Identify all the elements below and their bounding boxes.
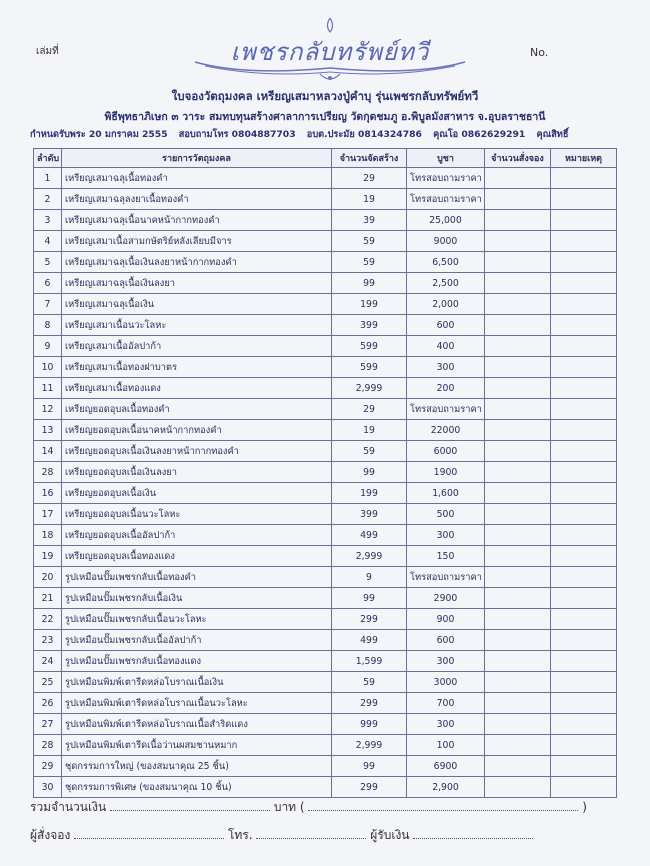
table-row — [34, 630, 617, 651]
table-row — [34, 672, 617, 693]
order-qty-cell[interactable] — [485, 378, 551, 399]
order-qty-cell[interactable] — [485, 756, 551, 777]
table-row — [34, 651, 617, 672]
note-cell[interactable] — [551, 189, 617, 210]
row-number: 18 — [34, 525, 62, 546]
note-cell[interactable] — [551, 294, 617, 315]
row-number: 4 — [34, 231, 62, 252]
order-qty-cell[interactable] — [485, 294, 551, 315]
row-number: 13 — [34, 420, 62, 441]
order-qty-cell[interactable] — [485, 630, 551, 651]
item-price: 2,900 — [407, 777, 485, 798]
table-row — [34, 189, 617, 210]
order-qty-cell[interactable] — [485, 462, 551, 483]
note-cell[interactable] — [551, 756, 617, 777]
item-name: ชุดกรรมการใหญ่ (ของสมนาคุณ 25 ชิ้น) — [62, 756, 332, 777]
item-price: 150 — [407, 546, 485, 567]
item-quantity: 59 — [332, 252, 407, 273]
form-title: ใบจองวัตถุมงคล เหรียญเสมาหลวงปู่คำบุ รุ่นเพชรกลับทรัพย์ทวี — [171, 89, 479, 103]
item-quantity: 499 — [332, 525, 407, 546]
row-number: 28 — [34, 735, 62, 756]
table-row — [34, 546, 617, 567]
item-quantity: 99 — [332, 273, 407, 294]
item-quantity: 1,599 — [332, 651, 407, 672]
item-quantity: 599 — [332, 336, 407, 357]
item-price: โทรสอบถามราคา — [407, 168, 485, 189]
table-row — [34, 483, 617, 504]
item-name: เหรียญยอดอุบลเนื้อเงินลงยา — [62, 462, 332, 483]
note-cell[interactable] — [551, 735, 617, 756]
note-cell[interactable] — [551, 525, 617, 546]
note-cell[interactable] — [551, 315, 617, 336]
contact-line — [30, 127, 645, 142]
item-price: 700 — [407, 693, 485, 714]
item-name: รูปเหมือนพิมพ์เตารีดหล่อโบราณเนื้อเงิน — [62, 672, 332, 693]
table-row — [34, 357, 617, 378]
item-price: 6000 — [407, 441, 485, 462]
item-price: โทรสอบถามราคา — [407, 399, 485, 420]
item-price: โทรสอบถามราคา — [407, 567, 485, 588]
item-price: 600 — [407, 315, 485, 336]
item-price: 100 — [407, 735, 485, 756]
item-name: เหรียญเสมาเนื้อทองฝาบาตร — [62, 357, 332, 378]
item-quantity: 299 — [332, 777, 407, 798]
order-qty-cell[interactable] — [485, 168, 551, 189]
item-quantity: 999 — [332, 714, 407, 735]
order-qty-cell[interactable] — [485, 546, 551, 567]
item-price: 9000 — [407, 231, 485, 252]
item-name: รูปเหมือนปั๊มเพชรกลับเนื้อเงิน — [62, 588, 332, 609]
item-price: 1,600 — [407, 483, 485, 504]
form-number-label: No. — [530, 46, 549, 59]
table-row — [34, 399, 617, 420]
item-quantity: 499 — [332, 630, 407, 651]
note-cell[interactable] — [551, 567, 617, 588]
item-name: เหรียญยอดอุบลเนื้อนาคหน้ากากทองคำ — [62, 420, 332, 441]
item-price: 1900 — [407, 462, 485, 483]
item-quantity: 399 — [332, 315, 407, 336]
item-price: 25,000 — [407, 210, 485, 231]
item-name: รูปเหมือนพิมพ์เตารีดหล่อโบราณเนื้อสำริดแดง — [62, 714, 332, 735]
row-number: 11 — [34, 378, 62, 399]
note-cell[interactable] — [551, 462, 617, 483]
item-price: 600 — [407, 630, 485, 651]
col-header-price: บูชา — [407, 149, 485, 168]
order-qty-cell[interactable] — [485, 777, 551, 798]
note-cell[interactable] — [551, 714, 617, 735]
col-header-note: หมายเหตุ — [551, 149, 617, 168]
item-name: รูปเหมือนพิมพ์เตารีดหล่อโบราณเนื้อนวะโลหะ — [62, 693, 332, 714]
total-amount-field[interactable] — [110, 798, 270, 811]
order-qty-cell[interactable] — [485, 714, 551, 735]
order-qty-cell[interactable] — [485, 693, 551, 714]
item-name: รูปเหมือนปั๊มเพชรกลับเนื้อนวะโลหะ — [62, 609, 332, 630]
signature-line — [30, 826, 533, 845]
item-quantity: 19 — [332, 420, 407, 441]
item-price: 200 — [407, 378, 485, 399]
item-price: 6,500 — [407, 252, 485, 273]
item-quantity: 59 — [332, 441, 407, 462]
item-quantity: 99 — [332, 756, 407, 777]
orderer-field[interactable] — [74, 826, 224, 839]
item-name: เหรียญเสมาฉลุลงยาเนื้อทองคำ — [62, 189, 332, 210]
order-qty-cell[interactable] — [485, 651, 551, 672]
table-row — [34, 273, 617, 294]
item-price: 2,500 — [407, 273, 485, 294]
item-quantity: 599 — [332, 357, 407, 378]
item-quantity: 299 — [332, 609, 407, 630]
order-qty-cell[interactable] — [485, 567, 551, 588]
item-price: 3000 — [407, 672, 485, 693]
item-price: 300 — [407, 651, 485, 672]
row-number: 23 — [34, 630, 62, 651]
row-number: 30 — [34, 777, 62, 798]
note-cell[interactable] — [551, 420, 617, 441]
item-name: เหรียญยอดอุบลเนื้อเงิน — [62, 483, 332, 504]
item-quantity: 59 — [332, 231, 407, 252]
item-price: 6900 — [407, 756, 485, 777]
note-cell[interactable] — [551, 399, 617, 420]
item-price: 300 — [407, 357, 485, 378]
item-quantity: 39 — [332, 210, 407, 231]
note-cell[interactable] — [551, 252, 617, 273]
phone-label: โทร. — [227, 828, 253, 842]
order-qty-cell[interactable] — [485, 273, 551, 294]
table-row — [34, 252, 617, 273]
item-quantity: 199 — [332, 294, 407, 315]
note-cell[interactable] — [551, 441, 617, 462]
item-quantity: 29 — [332, 399, 407, 420]
col-header-item: รายการวัตถุมงคล — [62, 149, 332, 168]
item-price: โทรสอบถามราคา — [407, 189, 485, 210]
row-number: 8 — [34, 315, 62, 336]
col-header-quantity: จำนวนจัดสร้าง — [332, 149, 407, 168]
table-row — [34, 336, 617, 357]
item-name: เหรียญเสมาเนื้อนวะโลหะ — [62, 315, 332, 336]
note-cell[interactable] — [551, 588, 617, 609]
item-name: ชุดกรรมการพิเศษ (ของสมนาคุณ 10 ชิ้น) — [62, 777, 332, 798]
table-row — [34, 462, 617, 483]
item-price: 2900 — [407, 588, 485, 609]
note-cell[interactable] — [551, 651, 617, 672]
item-name: เหรียญเสมาเนื้อสามกษัตริย์หลังเลียบมีจาร — [62, 231, 332, 252]
item-name: รูปเหมือนปั๊มเพชรกลับเนื้อทองคำ — [62, 567, 332, 588]
note-cell[interactable] — [551, 357, 617, 378]
row-number: 12 — [34, 399, 62, 420]
note-cell[interactable] — [551, 378, 617, 399]
order-qty-cell[interactable] — [485, 231, 551, 252]
row-number: 19 — [34, 546, 62, 567]
row-number: 10 — [34, 357, 62, 378]
col-header-no: ลำดับ — [34, 149, 62, 168]
row-number: 29 — [34, 756, 62, 777]
close-paren: ) — [582, 800, 587, 814]
table-row — [34, 714, 617, 735]
row-number: 28 — [34, 462, 62, 483]
item-name: เหรียญเสมาเนื้ออัลปาก้า — [62, 336, 332, 357]
phone-field[interactable] — [256, 826, 366, 839]
note-cell[interactable] — [551, 546, 617, 567]
order-qty-cell[interactable] — [485, 315, 551, 336]
table-row — [34, 735, 617, 756]
item-quantity: 19 — [332, 189, 407, 210]
receiver-field[interactable] — [413, 826, 533, 839]
total-line — [30, 798, 587, 817]
order-qty-cell[interactable] — [485, 189, 551, 210]
baht-label: บาท — [273, 800, 297, 814]
row-number: 22 — [34, 609, 62, 630]
order-qty-cell[interactable] — [485, 420, 551, 441]
item-price: 500 — [407, 504, 485, 525]
table-row — [34, 588, 617, 609]
order-qty-cell[interactable] — [485, 252, 551, 273]
item-quantity: 99 — [332, 462, 407, 483]
receive-date: กำหนดรับพระ 20 มกราคม 2555 — [30, 129, 168, 140]
item-name: เหรียญยอดอุบลเนื้อเงินลงยาหน้ากากทองคำ — [62, 441, 332, 462]
item-quantity: 99 — [332, 588, 407, 609]
order-qty-cell[interactable] — [485, 483, 551, 504]
item-price: 300 — [407, 714, 485, 735]
note-cell[interactable] — [551, 168, 617, 189]
receiver-label: ผู้รับเงิน — [370, 828, 410, 842]
table-body — [34, 168, 617, 798]
ceremony-line: พิธีพุทธาภิเษก ๓ วาระ สมทบทุนสร้างศาลาการเปรียญ วัดกุดชมภู อ.พิบูลมังสาหาร จ.อุบลราชธานี — [104, 111, 546, 123]
table-row — [34, 315, 617, 336]
table-row — [34, 567, 617, 588]
row-number: 9 — [34, 336, 62, 357]
row-number: 27 — [34, 714, 62, 735]
item-name: รูปเหมือนปั๊มเพชรกลับเนื้อทองแดง — [62, 651, 332, 672]
note-cell[interactable] — [551, 210, 617, 231]
order-qty-cell[interactable] — [485, 441, 551, 462]
total-label: รวมจำนวนเงิน — [30, 800, 107, 814]
table-header-row — [34, 149, 617, 168]
contact-o: คุณโอ 0862629291 — [433, 129, 526, 140]
order-qty-cell[interactable] — [485, 609, 551, 630]
item-quantity: 399 — [332, 504, 407, 525]
col-header-order-qty: จำนวนสั่งจอง — [485, 149, 551, 168]
note-cell[interactable] — [551, 672, 617, 693]
item-name: เหรียญเสมาเนื้อทองแดง — [62, 378, 332, 399]
item-name: เหรียญยอดอุบลเนื้อนวะโลหะ — [62, 504, 332, 525]
row-number: 7 — [34, 294, 62, 315]
table-row — [34, 231, 617, 252]
order-qty-cell[interactable] — [485, 525, 551, 546]
item-price: 400 — [407, 336, 485, 357]
item-price: 300 — [407, 525, 485, 546]
contact-obt: อบต.ประมัย 0814324786 — [306, 129, 422, 140]
table-row — [34, 210, 617, 231]
item-name: รูปเหมือนพิมพ์เตารีดเนื้อว่านผสมชานหมาก — [62, 735, 332, 756]
item-quantity: 29 — [332, 168, 407, 189]
note-cell[interactable] — [551, 336, 617, 357]
banner-title: เพชรกลับทรัพย์ทวี — [230, 38, 430, 66]
item-quantity: 2,999 — [332, 546, 407, 567]
item-name: เหรียญยอดอุบลเนื้อทองคำ — [62, 399, 332, 420]
row-number: 3 — [34, 210, 62, 231]
row-number: 1 — [34, 168, 62, 189]
item-quantity: 9 — [332, 567, 407, 588]
table-row — [34, 609, 617, 630]
item-name: เหรียญเสมาฉลุเนื้อนาคหน้ากากทองคำ — [62, 210, 332, 231]
table-row — [34, 777, 617, 798]
row-number: 17 — [34, 504, 62, 525]
title-banner — [185, 18, 475, 82]
contact-sit: คุณสิทธิ์ — [536, 129, 569, 140]
amount-in-words-field[interactable] — [308, 798, 578, 811]
open-paren: ( — [299, 800, 305, 814]
orderer-label: ผู้สั่งจอง — [30, 828, 71, 842]
order-qty-cell[interactable] — [485, 588, 551, 609]
book-number-label: เล่มที่ — [36, 46, 59, 57]
note-cell[interactable] — [551, 630, 617, 651]
table-row — [34, 504, 617, 525]
row-number: 16 — [34, 483, 62, 504]
item-quantity: 59 — [332, 672, 407, 693]
order-qty-cell[interactable] — [485, 357, 551, 378]
table-row — [34, 693, 617, 714]
table-row — [34, 168, 617, 189]
item-quantity: 2,999 — [332, 378, 407, 399]
item-name: รูปเหมือนปั๊มเพชรกลับเนื้ออัลปาก้า — [62, 630, 332, 651]
table-row — [34, 378, 617, 399]
contact-phone: สอบถามโทร 0804887703 — [178, 129, 296, 140]
table-row — [34, 525, 617, 546]
item-name: เหรียญยอดอุบลเนื้ออัลปาก้า — [62, 525, 332, 546]
note-cell[interactable] — [551, 483, 617, 504]
table-row — [34, 294, 617, 315]
note-cell[interactable] — [551, 231, 617, 252]
item-name: เหรียญเสมาฉลุเนื้อเงินลงยาหน้ากากทองคำ — [62, 252, 332, 273]
table-row — [34, 756, 617, 777]
item-quantity: 2,999 — [332, 735, 407, 756]
order-qty-cell[interactable] — [485, 399, 551, 420]
order-qty-cell[interactable] — [485, 504, 551, 525]
row-number: 20 — [34, 567, 62, 588]
order-qty-cell[interactable] — [485, 672, 551, 693]
table-row — [34, 441, 617, 462]
note-cell[interactable] — [551, 693, 617, 714]
row-number: 26 — [34, 693, 62, 714]
item-name: เหรียญเสมาฉลุเนื้อเงิน — [62, 294, 332, 315]
table-row — [34, 420, 617, 441]
note-cell[interactable] — [551, 273, 617, 294]
note-cell[interactable] — [551, 777, 617, 798]
row-number: 14 — [34, 441, 62, 462]
items-table — [33, 148, 617, 798]
row-number: 24 — [34, 651, 62, 672]
note-cell[interactable] — [551, 609, 617, 630]
item-price: 900 — [407, 609, 485, 630]
order-qty-cell[interactable] — [485, 336, 551, 357]
item-price: 2,000 — [407, 294, 485, 315]
note-cell[interactable] — [551, 504, 617, 525]
row-number: 21 — [34, 588, 62, 609]
row-number: 6 — [34, 273, 62, 294]
item-name: เหรียญยอดอุบลเนื้อทองแดง — [62, 546, 332, 567]
item-quantity: 199 — [332, 483, 407, 504]
item-quantity: 299 — [332, 693, 407, 714]
row-number: 25 — [34, 672, 62, 693]
row-number: 5 — [34, 252, 62, 273]
item-price: 22000 — [407, 420, 485, 441]
item-name: เหรียญเสมาฉลุเนื้อเงินลงยา — [62, 273, 332, 294]
order-qty-cell[interactable] — [485, 210, 551, 231]
row-number: 2 — [34, 189, 62, 210]
item-name: เหรียญเสมาฉลุเนื้อทองคำ — [62, 168, 332, 189]
order-qty-cell[interactable] — [485, 735, 551, 756]
